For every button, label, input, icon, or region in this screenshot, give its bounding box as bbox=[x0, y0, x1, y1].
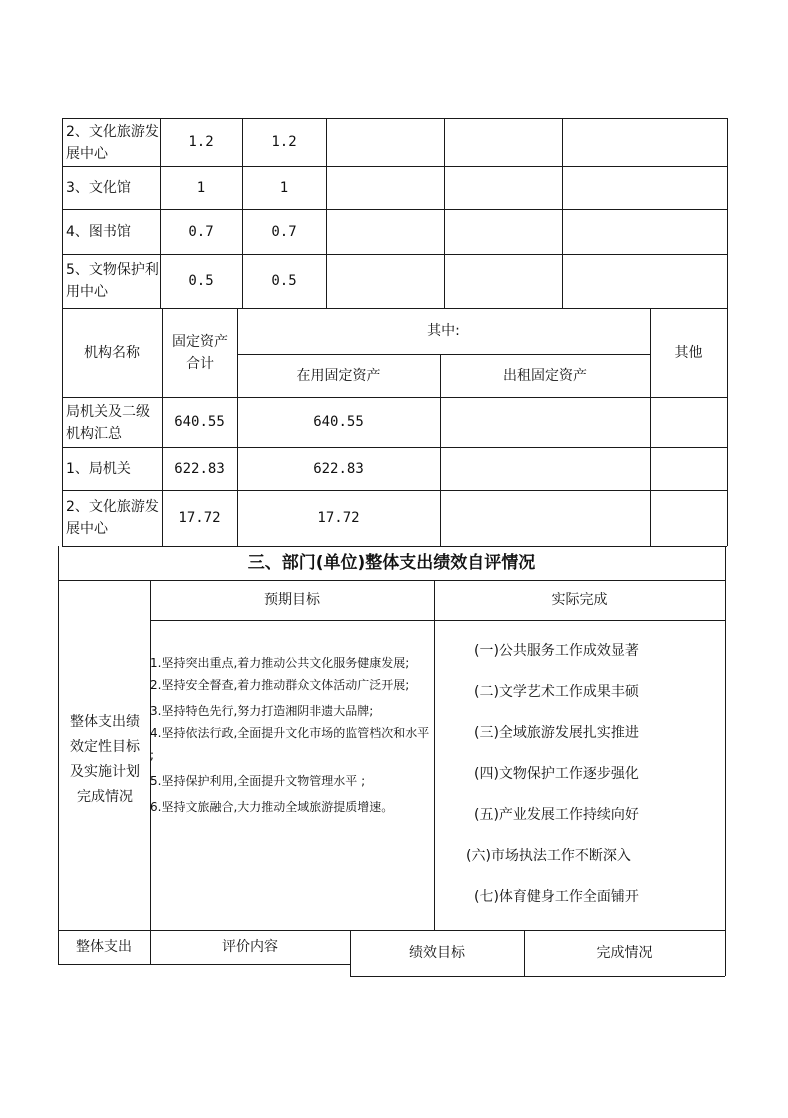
result-item: (六)市场执法工作不断深入 bbox=[466, 848, 631, 864]
value-cell: 0.7 bbox=[188, 223, 214, 240]
goal-item: 2.坚持安全督查,着力推动群众文体活动广泛开展; bbox=[150, 678, 410, 692]
table-border-right bbox=[727, 118, 728, 546]
goal-item: 5.坚持保护利用,全面提升文物管理水平 ; bbox=[150, 774, 366, 788]
section-line bbox=[350, 976, 725, 977]
value-cell: 0.5 bbox=[271, 273, 297, 289]
org-name-cell: 4、图书馆 bbox=[66, 223, 131, 240]
upper-table-col bbox=[326, 118, 327, 308]
org-name-cell: 2、文化旅游发展中心 bbox=[66, 124, 159, 162]
value-cell: 1 bbox=[279, 179, 289, 196]
header-among: 其中: bbox=[427, 323, 460, 339]
value-cell: 1.2 bbox=[271, 134, 297, 150]
section-line bbox=[150, 620, 725, 621]
upper-table-col bbox=[444, 118, 445, 308]
in-use-cell: 17.72 bbox=[317, 510, 360, 526]
value-cell: 1 bbox=[196, 179, 206, 196]
goal-item: 1.坚持突出重点,着力推动公共文化服务健康发展; bbox=[150, 656, 410, 670]
header-total: 固定资产合计 bbox=[172, 333, 228, 372]
result-item: (三)全域旅游发展扎实推进 bbox=[474, 725, 639, 741]
goal-item: 6.坚持文旅融合,大力推动全域旅游提质增速。 bbox=[150, 800, 394, 814]
value-cell: 0.5 bbox=[188, 273, 214, 289]
section-left-label: 整体支出绩效定性目标及实施计划完成情况 bbox=[70, 714, 140, 805]
table-row bbox=[66, 120, 160, 166]
result-item: (五)产业发展工作持续向好 bbox=[474, 807, 639, 823]
section-col bbox=[434, 580, 435, 930]
total-cell: 622.83 bbox=[174, 460, 225, 477]
org-name-cell: 5、文物保护利用中心 bbox=[66, 262, 159, 300]
upper-table-col bbox=[562, 118, 563, 308]
section-title: 三、部门(单位)整体支出绩效自评情况 bbox=[247, 553, 536, 573]
result-item: (二)文学艺术工作成果丰硕 bbox=[474, 684, 639, 700]
bottom-content: 评价内容 bbox=[222, 939, 278, 955]
goal-item: 3.坚持特色先行,努力打造湘阴非遗大品牌; bbox=[150, 704, 374, 718]
org-name-cell: 局机关及二级机构汇总 bbox=[66, 404, 150, 442]
table-border-right-lower bbox=[725, 546, 726, 976]
result-item: (七)体育健身工作全面铺开 bbox=[474, 889, 639, 905]
total-cell: 17.72 bbox=[178, 510, 221, 526]
header-rented: 出租固定资产 bbox=[503, 367, 587, 384]
value-cell: 1.2 bbox=[188, 134, 214, 150]
section-line bbox=[58, 964, 350, 965]
bottom-status: 完成情况 bbox=[596, 945, 653, 961]
in-use-cell: 640.55 bbox=[313, 414, 364, 430]
org-name-cell: 3、文化馆 bbox=[66, 179, 131, 196]
expected-header: 预期目标 bbox=[264, 592, 320, 608]
org-name-cell: 2、文化旅游发展中心 bbox=[66, 499, 159, 537]
bottom-target: 绩效目标 bbox=[409, 945, 465, 961]
bottom-label: 整体支出 bbox=[76, 939, 132, 955]
table-border-left-lower bbox=[58, 546, 59, 964]
expected-goals-list bbox=[150, 652, 434, 818]
result-item: (四)文物保护工作逐步强化 bbox=[474, 766, 639, 782]
actual-header: 实际完成 bbox=[551, 592, 608, 608]
result-item: (一)公共服务工作成效显著 bbox=[474, 643, 639, 659]
header-org-name: 机构名称 bbox=[84, 344, 140, 361]
total-cell: 640.55 bbox=[174, 414, 225, 430]
org-name-cell: 1、局机关 bbox=[66, 460, 131, 477]
value-cell: 0.7 bbox=[271, 223, 297, 240]
goal-item: 4.坚持依法行政,全面提升文化市场的监管档次和水平 ; bbox=[150, 726, 430, 762]
header-other: 其他 bbox=[674, 344, 703, 361]
in-use-cell: 622.83 bbox=[313, 460, 364, 477]
header-in-use: 在用固定资产 bbox=[296, 367, 381, 384]
